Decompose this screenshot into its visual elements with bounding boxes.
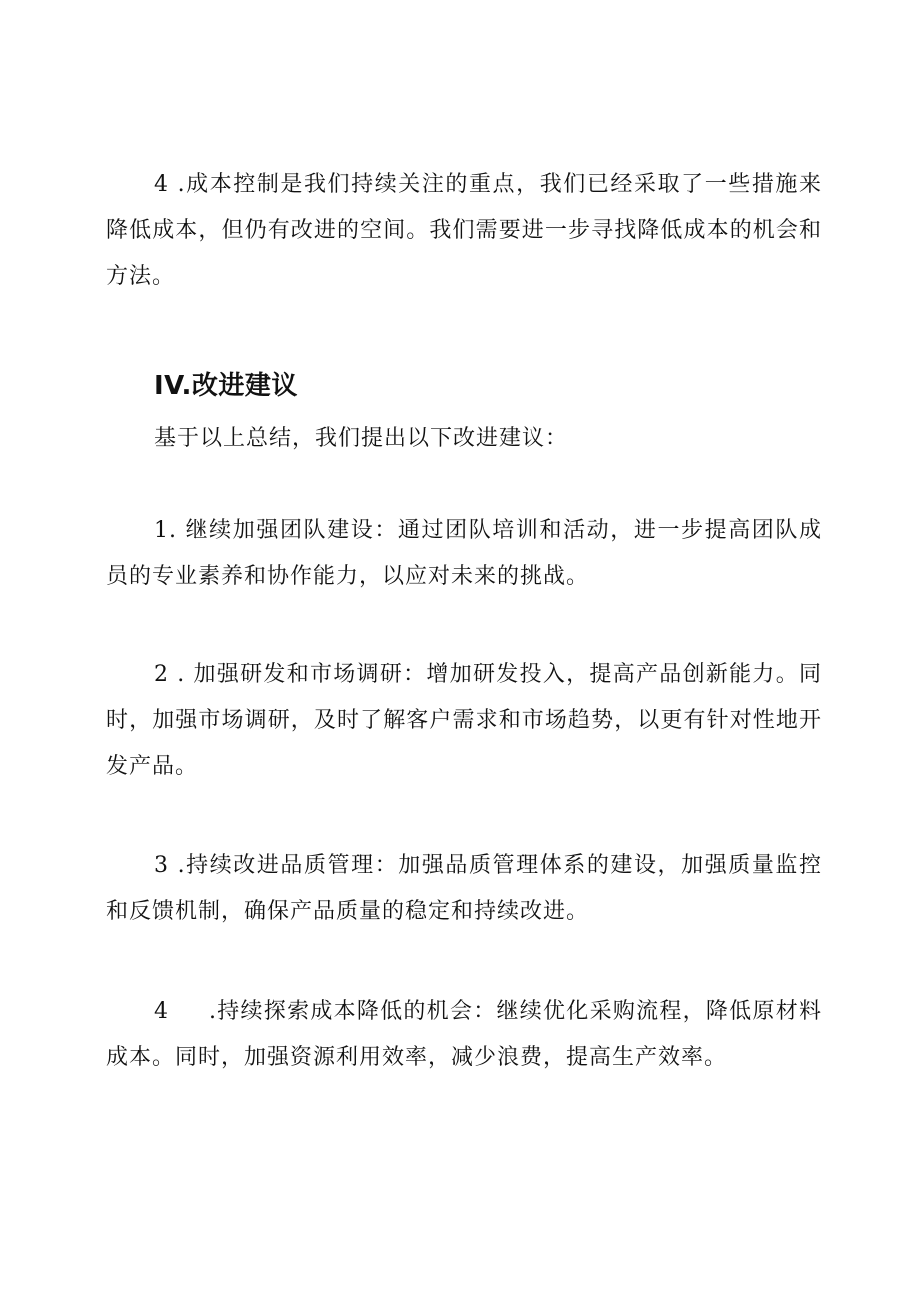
section-heading: IV.改进建议 xyxy=(154,371,298,401)
item-text: .持续改进品质管理：加强品质管理体系的建设，加强质量监控和反馈机制，确保产品质量的稳定和持续改进。 xyxy=(106,853,822,924)
item-number: 4 xyxy=(154,999,169,1024)
suggestion-item-4 xyxy=(106,989,822,1081)
item-number: 2 xyxy=(154,662,169,687)
paragraph-text: .成本控制是我们持续关注的重点，我们已经采取了一些措施来降低成本，但仍有改进的空间。我们需要进一步寻找降低成本的机会和方法。 xyxy=(106,172,822,289)
item-text: 继续加强团队建设：通过团队培训和活动，进一步提高团队成员的专业素养和协作能力，以应对未来的挑战。 xyxy=(106,518,822,589)
intro-paragraph xyxy=(106,416,822,462)
item-text: . 加强研发和市场调研：增加研发投入，提高产品创新能力。同时，加强市场调研，及时了解客户需求和市场趋势，以更有针对性地开发产品。 xyxy=(106,662,822,779)
item-number: 1. xyxy=(154,518,177,543)
item-text: .持续探索成本降低的机会：继续优化采购流程，降低原材料成本。同时，加强资源利用效率，减少浪费，提高生产效率。 xyxy=(106,999,822,1070)
item-number: 3 xyxy=(154,853,169,878)
paragraph-number: 4 xyxy=(154,172,169,197)
suggestion-item-2 xyxy=(106,652,822,790)
intro-text: 基于以上总结，我们提出以下改进建议： xyxy=(154,426,569,451)
paragraph-cost-control xyxy=(106,162,822,300)
suggestion-item-3 xyxy=(106,843,822,935)
suggestion-item-1 xyxy=(106,508,822,600)
